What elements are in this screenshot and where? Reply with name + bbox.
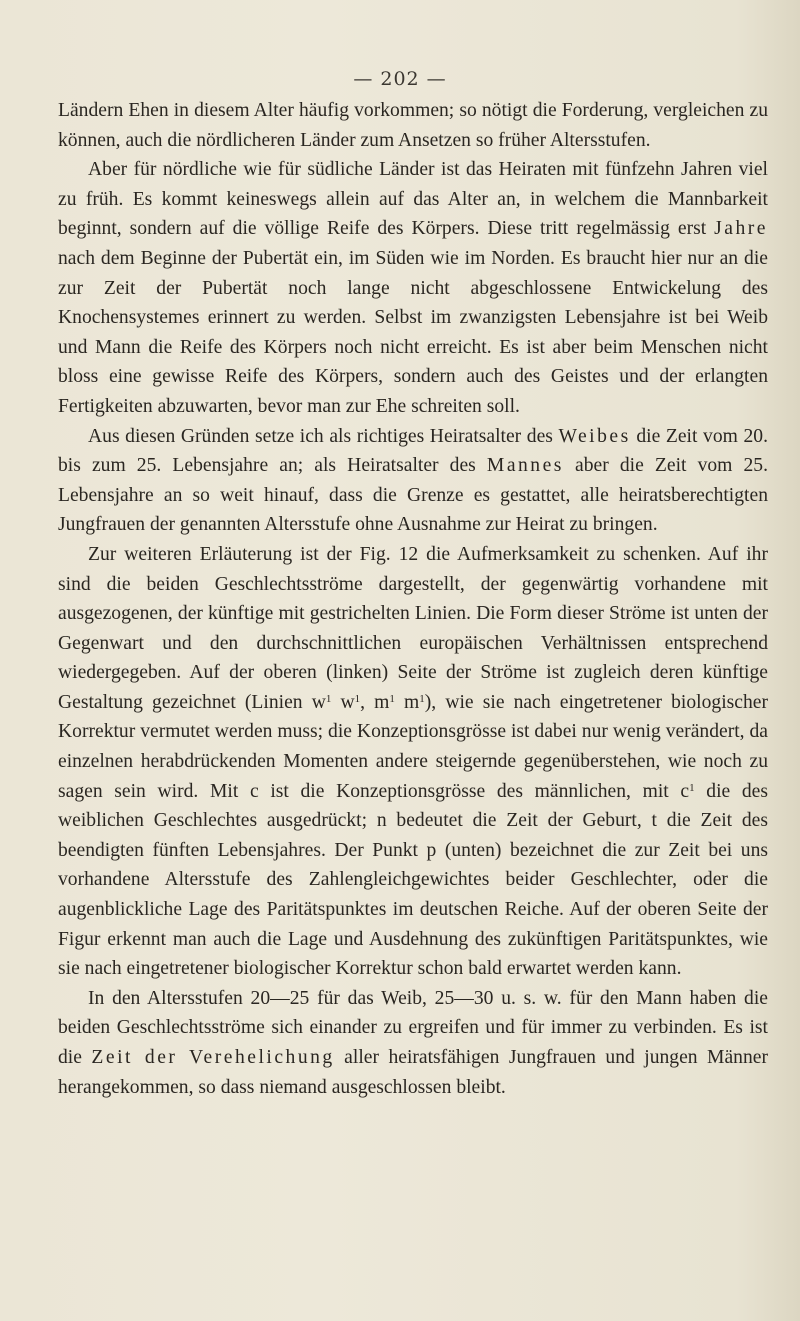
spaced-emphasis: Mannes	[486, 455, 564, 477]
text-run: Zur weiteren Erläuterung ist der Fig. 12 die Aufmerksamkeit zu schenken. Auf ihr sind die beiden Geschlechtsströme dargestellt, der gegenwärtig vorhandene mit ausgezogenen, der künftige mit gestrichelten Linien. Die Form dieser Ströme ist unten der Gegenwart und den durchschnittlichen europäischen Verhältnissen entsprechend wiedergegeben. Auf der oberen (linken) Seite der Ströme ist zugleich deren künftige Gestaltung gezeichnet (Linien w	[58, 543, 768, 713]
text-run: Aus diesen Gründen setze ich als richtiges Heiratsalter des	[88, 425, 559, 447]
body-text	[58, 96, 768, 1102]
spaced-emphasis: Jahre	[714, 218, 768, 240]
spaced-emphasis: Zeit der Verehelichung	[91, 1047, 335, 1068]
text-run: die des weiblichen Geschlechtes ausgedrückt; n bedeutet die Zeit der Geburt, t die Zeit des beendigten fünften Lebensjahres. Der Punkt p (unten) bezeichnet die zur Zeit bei uns vorhandene Altersstufe des Zahlengleichgewichtes beider Geschlechter, oder die augenblickliche Lage des Paritätspunktes im deutschen Reiche. Auf der oberen Seite der Figur erkennt man auch die Lage und Ausdehnung des zukünftigen Paritätspunktes, wie sie nach eingetretener biologischer Korrektur schon bald erwartet werden kann.	[58, 780, 768, 980]
text-run: aller heiratsfähigen Jungfrauen und jungen Männer herangekommen, so dass niemand ausgeschlossen bleibt.	[58, 1047, 768, 1098]
superscript: 1	[419, 692, 425, 705]
paragraph	[58, 984, 768, 1102]
text-run: m	[394, 691, 420, 713]
text-run: In den Altersstufen 20—25 für das Weib, 25—30 u. s. w. für den Mann haben die beiden Geschlechtsströme sich einander zu ergreifen und für immer zu verbinden. Es ist die	[58, 987, 768, 1068]
superscript: 1	[325, 692, 332, 705]
text-run: Ländern Ehen in diesem Alter häufig vorkommen; so nötigt die Forderung, vergleichen zu können, auch die nördlicheren Länder zum Ansetzen so früher Altersstufen.	[58, 100, 768, 151]
superscript: 1	[389, 692, 395, 705]
paragraph	[58, 96, 768, 155]
spaced-emphasis: Weibes	[558, 425, 631, 447]
superscript: 1	[354, 692, 361, 705]
paragraph	[58, 155, 768, 421]
text-run: Aber für nördliche wie für südliche Länder ist das Heiraten mit fünfzehn Jahren viel zu früh. Es kommt keineswegs allein auf das Alter an, in welchem die Mannbarkeit beginnt, sondern auf die völlige Reife des Körpers. Diese tritt regelmässig erst	[58, 159, 768, 240]
text-run: nach dem Beginne der Pubertät ein, im Süden wie im Norden. Es braucht hier nur an die zur Zeit der Pubertät noch lange nicht abgeschlossene Entwickelung des Knochensystemes erinnert zu werden. Selbst im zwanzigsten Lebensjahre ist bei Weib und Mann die Reife des Körpers noch nicht erreicht. Es ist aber beim Menschen nicht bloss eine gewisse Reife des Körpers, sondern auch des Geistes und der erlangten Fertigkeiten abzuwarten, bevor man zur Ehe schreiten soll.	[58, 247, 768, 417]
text-run: ), wie sie nach eingetretener biologischer Korrektur vermutet werden muss; die Konzeptionsgrösse ist dabei nur wenig verändert, da einzelnen herabdrückenden Momenten andere steigernde gegenüberstehen, wie noch zu sagen sein wird. Mit c ist die Konzeptionsgrösse des männlichen, mit c	[58, 691, 768, 802]
text-run: die Zeit vom 20. bis zum 25. Lebensjahre an; als Heiratsalter des	[58, 425, 769, 477]
paragraph	[58, 422, 768, 540]
text-run: aber die Zeit vom 25. Lebensjahre an so weit hinauf, dass die Grenze es gestattet, alle heiratsberechtigten Jungfrauen der genannten Altersstufe ohne Ausnahme zur Heirat zu bringen.	[58, 455, 768, 536]
text-run: , m	[360, 691, 390, 713]
superscript: 1	[689, 781, 695, 794]
text-run: w	[331, 691, 355, 713]
page-number: — 202 —	[353, 68, 447, 90]
paragraph	[58, 540, 768, 984]
